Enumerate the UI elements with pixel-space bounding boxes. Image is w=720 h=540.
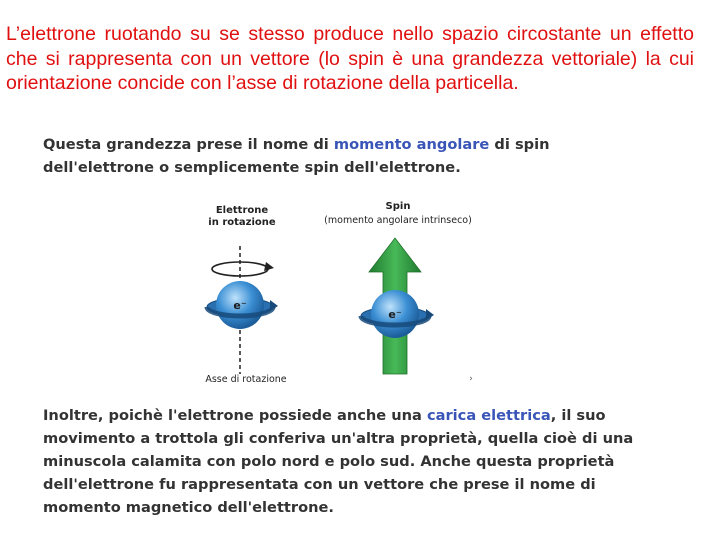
intro-text: L’elettrone ruotando su se stesso produce nello spazio circostante un effetto che si rappresenta con un vettore (lo spin è una grandezza vettoriale) la cui orientazione concide con l’asse di rotazione della particella. bbox=[6, 23, 694, 94]
link-carica-elettrica[interactable]: carica elettrica bbox=[426, 407, 551, 424]
right-title-line1: Spin bbox=[385, 201, 411, 212]
para2-text-middle: , il suo movimento a trottola gli conferiva un'altra proprietà, quella cioè di una minuscola calamita con polo nord e polo sud. Anche questa proprietà dell'elettrone fu rappresentata con un vettore che prese il nome di bbox=[43, 407, 634, 493]
spin-diagram bbox=[190, 192, 490, 392]
paragraph-magnetic-moment bbox=[43, 404, 643, 519]
right-title-line2: (momento angolare intrinseco) bbox=[324, 215, 472, 226]
rotation-ring-icon bbox=[212, 262, 274, 276]
left-electron-label: e⁻ bbox=[233, 299, 247, 312]
right-electron-label: e⁻ bbox=[388, 308, 402, 321]
left-title-line1: Elettrone bbox=[215, 205, 269, 216]
para1-text-before: Questa grandezza prese il nome di bbox=[43, 136, 334, 153]
para2-text-before: Inoltre, poichè l'elettrone possiede anche una bbox=[43, 407, 427, 424]
paragraph-angular-momentum bbox=[43, 133, 643, 179]
small-mark: › bbox=[469, 374, 473, 384]
para1-spin-term: spin dell'elettrone bbox=[304, 159, 456, 176]
para1-text-after: di spin dell'elettrone o semplicemente bbox=[43, 136, 550, 176]
para2-end: . bbox=[328, 499, 334, 516]
link-momento-angolare[interactable]: momento angolare bbox=[333, 136, 490, 153]
left-title-line2: in rotazione bbox=[208, 217, 276, 228]
para2-magnetic-term: momento magnetico dell'elettrone bbox=[43, 499, 329, 516]
para1-end: . bbox=[455, 159, 461, 176]
axis-caption: Asse di rotazione bbox=[205, 374, 287, 385]
